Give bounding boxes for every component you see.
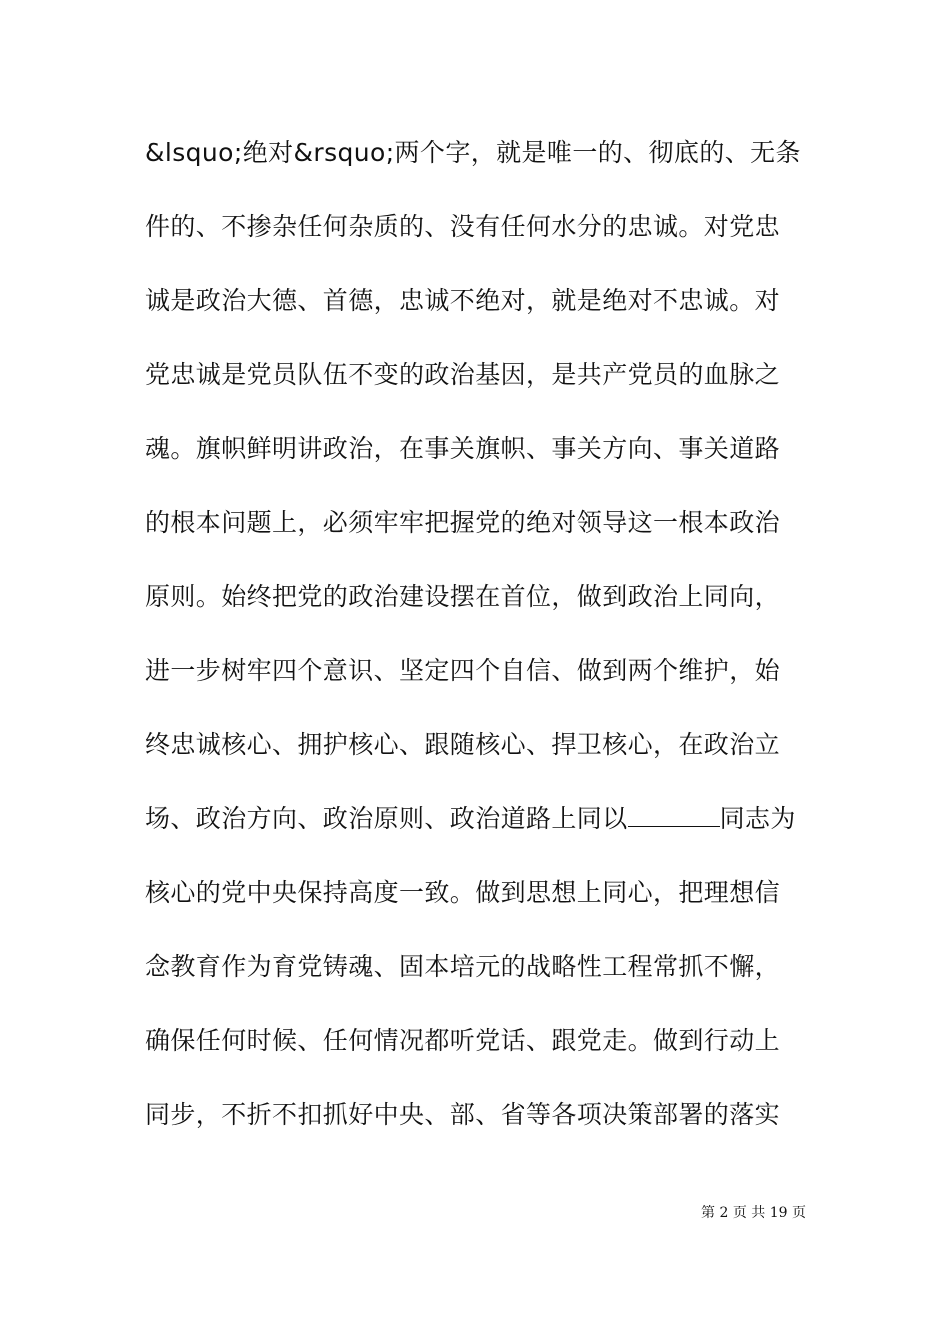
- page-number-footer: 第 2 页 共 19 页: [701, 1205, 806, 1221]
- text-line: 魂。旗帜鲜明讲政治，在事关旗帜、事关方向、事关道路: [145, 434, 781, 463]
- text-line: 终忠诚核心、拥护核心、跟随核心、捍卫核心，在政治立: [145, 730, 781, 759]
- text-segment: 同志为: [719, 804, 796, 833]
- text-line: 确保任何时候、任何情况都听党话、跟党走。做到行动上: [145, 1026, 781, 1055]
- text-line: 进一步树牢四个意识、坚定四个自信、做到两个维护，始: [145, 656, 781, 685]
- text-line: 核心的党中央保持高度一致。做到思想上同心，把理想信: [145, 878, 781, 907]
- text-line: 党忠诚是党员队伍不变的政治基因，是共产党员的血脉之: [145, 360, 781, 389]
- fill-in-blank: [628, 796, 720, 827]
- text-line: &lsquo;绝对&rsquo;两个字，就是唯一的、彻底的、无条: [145, 138, 801, 167]
- text-line: 同步，不折不扣抓好中央、部、省等各项决策部署的落实: [145, 1100, 781, 1129]
- text-line: 原则。始终把党的政治建设摆在首位，做到政治上同向，: [145, 582, 781, 611]
- text-line: 念教育作为育党铸魂、固本培元的战略性工程常抓不懈，: [145, 952, 781, 981]
- text-segment: 场、政治方向、政治原则、政治道路上同以: [145, 804, 628, 833]
- text-line: 件的、不掺杂任何杂质的、没有任何水分的忠诚。对党忠: [145, 212, 781, 241]
- body-text: [145, 128, 815, 1164]
- text-line: 诚是政治大德、首德，忠诚不绝对，就是绝对不忠诚。对: [145, 286, 781, 315]
- text-line: 的根本问题上，必须牢牢把握党的绝对领导这一根本政治: [145, 508, 781, 537]
- text-line-with-blank: [145, 794, 815, 868]
